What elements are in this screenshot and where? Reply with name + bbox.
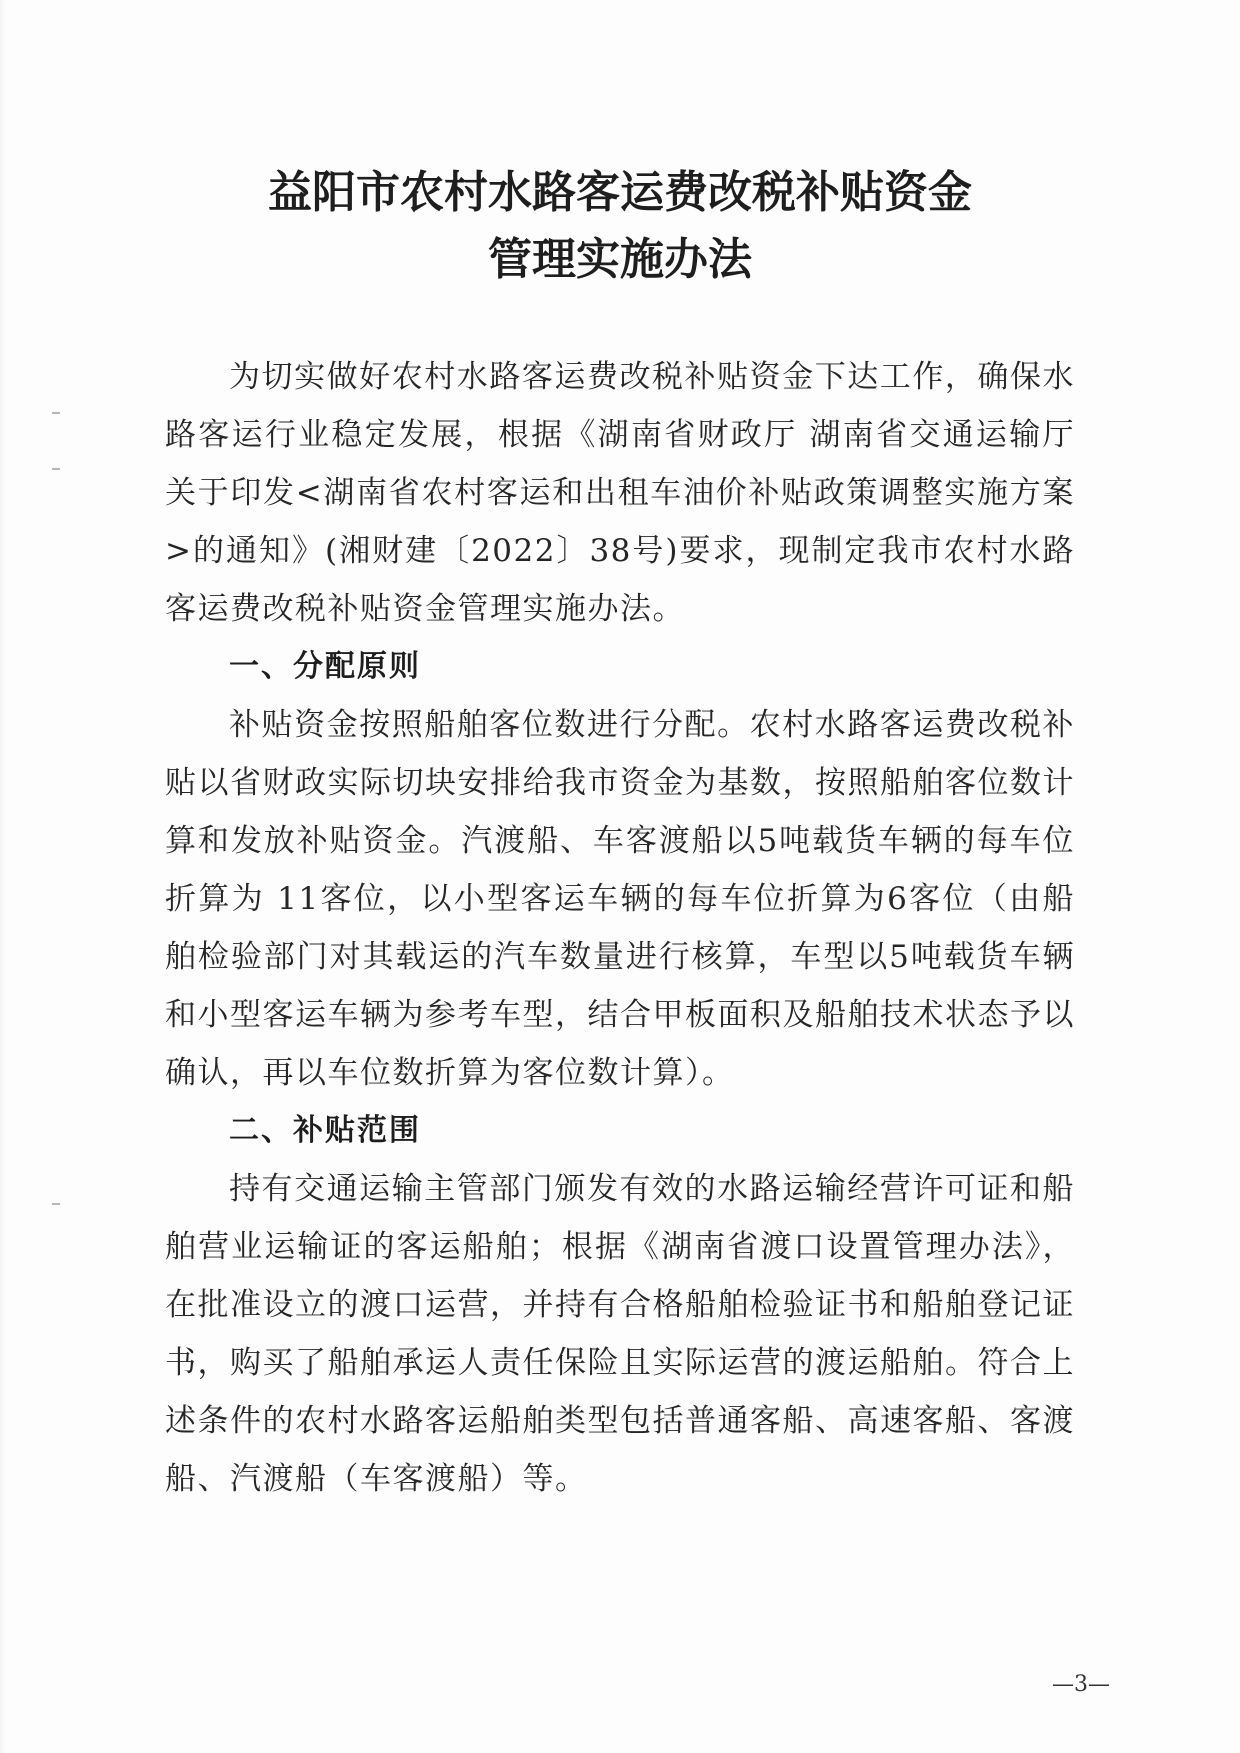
scan-speck — [52, 1203, 60, 1205]
section-body-scope: 持有交通运输主管部门颁发有效的水路运输经营许可证和船舶营业运输证的客运船舶；根据《湖南省渡口设置管理办法》，在批准设立的渡口运营，并持有合格船舶检验证书和船舶登记证书，购买了船舶承运人责任保险且实际运营的渡运船舶。符合上述条件的农村水路客运船舶类型包括普通客船、高速客船、客渡船、汽渡船（车客渡船）等。 — [165, 1171, 1075, 1497]
document-title-line-1: 益阳市农村水路客运费改税补贴资金 — [268, 167, 972, 218]
section-heading-scope: 二、补贴范围 — [229, 1113, 421, 1148]
intro-paragraph: 为切实做好农村水路客运费改税补贴资金下达工作，确保水路客运行业稳定发展，根据《湖南省财政厅 湖南省交通运输厅关于印发<湖南省农村客运和出租车油价补贴政策调整实施方案>的通知》(湘财建〔2022〕38号)要求，现制定我市农村水路客运费改税补贴资金管理实施办法。 — [165, 359, 1075, 627]
scan-speck — [52, 412, 60, 414]
document-body — [165, 348, 1075, 1508]
scan-speck — [52, 468, 60, 470]
scan-edge-shadow — [0, 0, 6, 1753]
section-body-distribution: 补贴资金按照船舶客位数进行分配。农村水路客运费改税补贴以省财政实际切块安排给我市资金为基数，按照船舶客位数计算和发放补贴资金。汽渡船、车客渡船以5吨载货车辆的每车位折算为 11客位，以小型客运车辆的每车位折算为6客位（由船舶检验部门对其载运的汽车数量进行核算，车型以5吨载货车辆和小型客运车辆为参考车型，结合甲板面积及船舶技术状态予以确认，再以车位数折算为客位数计算）。 — [165, 707, 1075, 1091]
page-number: —3— — [1052, 1672, 1110, 1697]
section-heading-distribution: 一、分配原则 — [229, 649, 421, 684]
document-title-line-2: 管理实施办法 — [488, 234, 752, 285]
